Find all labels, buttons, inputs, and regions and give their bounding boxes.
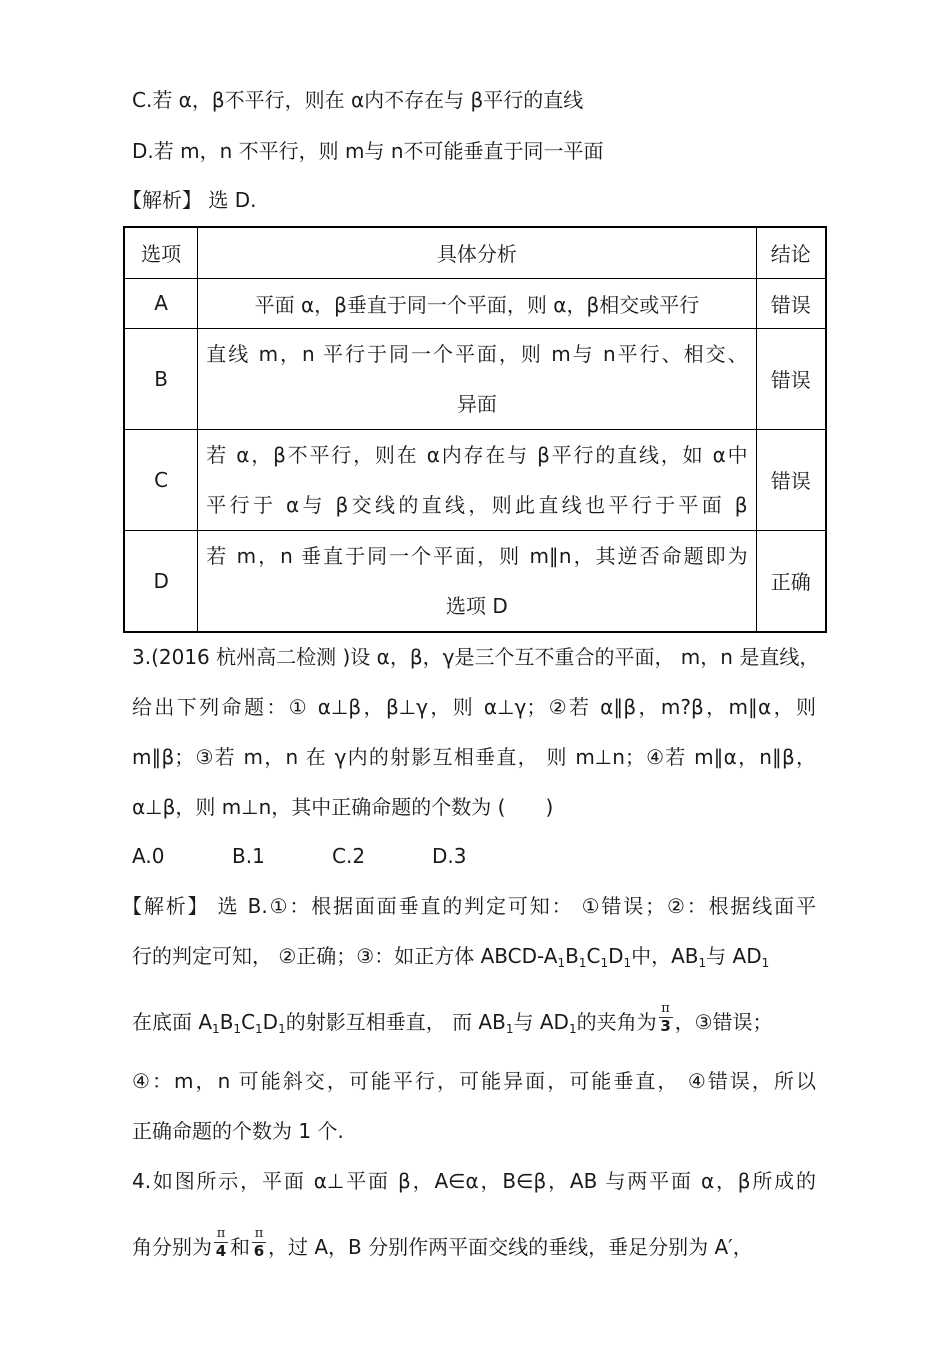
subscript: 1 (255, 1022, 263, 1036)
fraction-denominator: 6 (253, 1242, 265, 1260)
subscript: 1 (505, 1022, 514, 1036)
subscript: 1 (278, 1022, 286, 1036)
subscript: 1 (212, 1022, 220, 1036)
text-run: 与 AD (513, 1010, 569, 1034)
option-d-text: D.若 m，n 不平行，则 m与 n不可能垂直于同一平面 (132, 139, 604, 163)
analysis-line: 若 m，n 垂直于同一个平面，则 m∥n，其逆否命题即为 (206, 543, 748, 568)
row-analysis: 平面 α，β垂直于同一个平面，则 α，β相交或平行 (198, 278, 756, 328)
q3-option-c: C.2 (332, 844, 366, 868)
subscript: 1 (698, 956, 707, 970)
fraction-denominator: 4 (215, 1242, 227, 1260)
q3-line-1: 3.(2016 杭州高二检测 )设 α，β，γ是三个互不重合的平面， m，n 是直线， (132, 645, 820, 669)
q3-solution-line-5: 正确命题的个数为 1 个. (132, 1119, 344, 1143)
subscript: 1 (761, 956, 770, 970)
analysis-line: 直线 m，n 平行于同一个平面，则 m与 n平行、相交、 (206, 341, 748, 366)
text-run: 角分别为 (132, 1235, 212, 1259)
text-run: ，③错误； (674, 1010, 773, 1034)
row-option: C (124, 429, 198, 530)
row-analysis (198, 328, 756, 429)
text-run: 的射影互相垂直， 而 AB (285, 1010, 506, 1034)
text-run: 行的判定可知， ②正确；③：如正方体 ABCD-A (132, 944, 558, 968)
q3-option-d: D.3 (432, 844, 467, 868)
table-row (124, 278, 826, 328)
analysis-table (123, 226, 827, 633)
analysis-line: 选项 D (446, 593, 508, 618)
text-run: B (565, 944, 579, 968)
row-analysis (198, 530, 756, 632)
row-option: B (124, 328, 198, 429)
subscript: 1 (623, 956, 632, 970)
header-result: 结论 (756, 227, 826, 278)
text-run: 的夹角为 (576, 1010, 657, 1034)
header-analysis: 具体分析 (198, 227, 756, 278)
q3-line-4: α⊥β，则 m⊥n，其中正确命题的个数为 ( ) (132, 795, 554, 819)
row-result: 错误 (756, 328, 826, 429)
text-run: 在底面 A (132, 1010, 213, 1034)
fraction-numerator: π (254, 1226, 264, 1241)
row-result: 错误 (756, 278, 826, 328)
table-header-row (124, 227, 826, 278)
row-result: 正确 (756, 530, 826, 632)
q3-option-a: A.0 (132, 844, 165, 868)
text-run: ，过 A，B 分别作两平面交线的垂线，垂足分别为 A′， (268, 1235, 753, 1259)
header-option: 选项 (124, 227, 198, 278)
text-run: 与 AD (706, 944, 762, 968)
subscript: 1 (233, 1022, 242, 1036)
subscript: 1 (578, 956, 587, 970)
fraction-pi-over-6 (252, 1226, 266, 1259)
option-c-text: C.若 α，β不平行，则在 α内不存在与 β平行的直线 (132, 88, 584, 112)
table-row (124, 429, 826, 530)
text-run: B (219, 1010, 234, 1034)
analysis-line: 异面 (456, 391, 497, 416)
row-result: 错误 (756, 429, 826, 530)
fraction-pi-over-3 (659, 1001, 673, 1034)
text-run: D (608, 944, 624, 968)
row-option: D (124, 530, 198, 632)
row-analysis (198, 429, 756, 530)
text-run: C (586, 944, 601, 968)
q4-line-2 (132, 1226, 753, 1265)
row-option: A (124, 278, 198, 328)
q3-solution-line-2 (132, 942, 769, 970)
analysis-line: 平行于 α与 β交线的直线，则此直线也平行于平面 β (206, 492, 748, 517)
table-row (124, 328, 826, 429)
subscript: 1 (568, 1022, 577, 1036)
solution-label: 【解析】 选 D. (122, 188, 257, 212)
fraction-numerator: π (216, 1226, 226, 1241)
table-row (124, 530, 826, 632)
analysis-line: 若 α，β不平行，则在 α内存在与 β平行的直线，如 α中 (206, 442, 748, 467)
fraction-pi-over-4 (214, 1226, 228, 1259)
text-run: 和 (230, 1235, 250, 1259)
q3-solution-line-1: 【解析】 选 B.①：根据面面垂直的判定可知： ①错误；②：根据线面平 (122, 894, 816, 918)
q3-line-2: 给出下列命题：① α⊥β，β⊥γ，则 α⊥γ；②若 α∥β，m?β，m∥α，则 (132, 695, 816, 719)
q3-options (132, 842, 532, 870)
text-run: C (241, 1010, 256, 1034)
q3-solution-line-3 (132, 1001, 773, 1040)
fraction-denominator: 3 (660, 1017, 671, 1035)
text-run: D (262, 1010, 279, 1034)
subscript: 1 (600, 956, 609, 970)
q4-line-1: 4.如图所示，平面 α⊥平面 β，A∈α，B∈β，AB 与两平面 α，β所成的 (132, 1169, 816, 1193)
fraction-numerator: π (661, 1001, 670, 1016)
q3-option-b: B.1 (232, 844, 265, 868)
q3-solution-line-4: ④：m，n 可能斜交，可能平行，可能异面，可能垂直， ④错误，所以 (132, 1069, 816, 1093)
subscript: 1 (557, 956, 566, 970)
text-run: 中，AB (631, 944, 699, 968)
q3-line-3: m∥β；③若 m，n 在 γ内的射影互相垂直， 则 m⊥n；④若 m∥α，n∥β， (132, 745, 816, 769)
